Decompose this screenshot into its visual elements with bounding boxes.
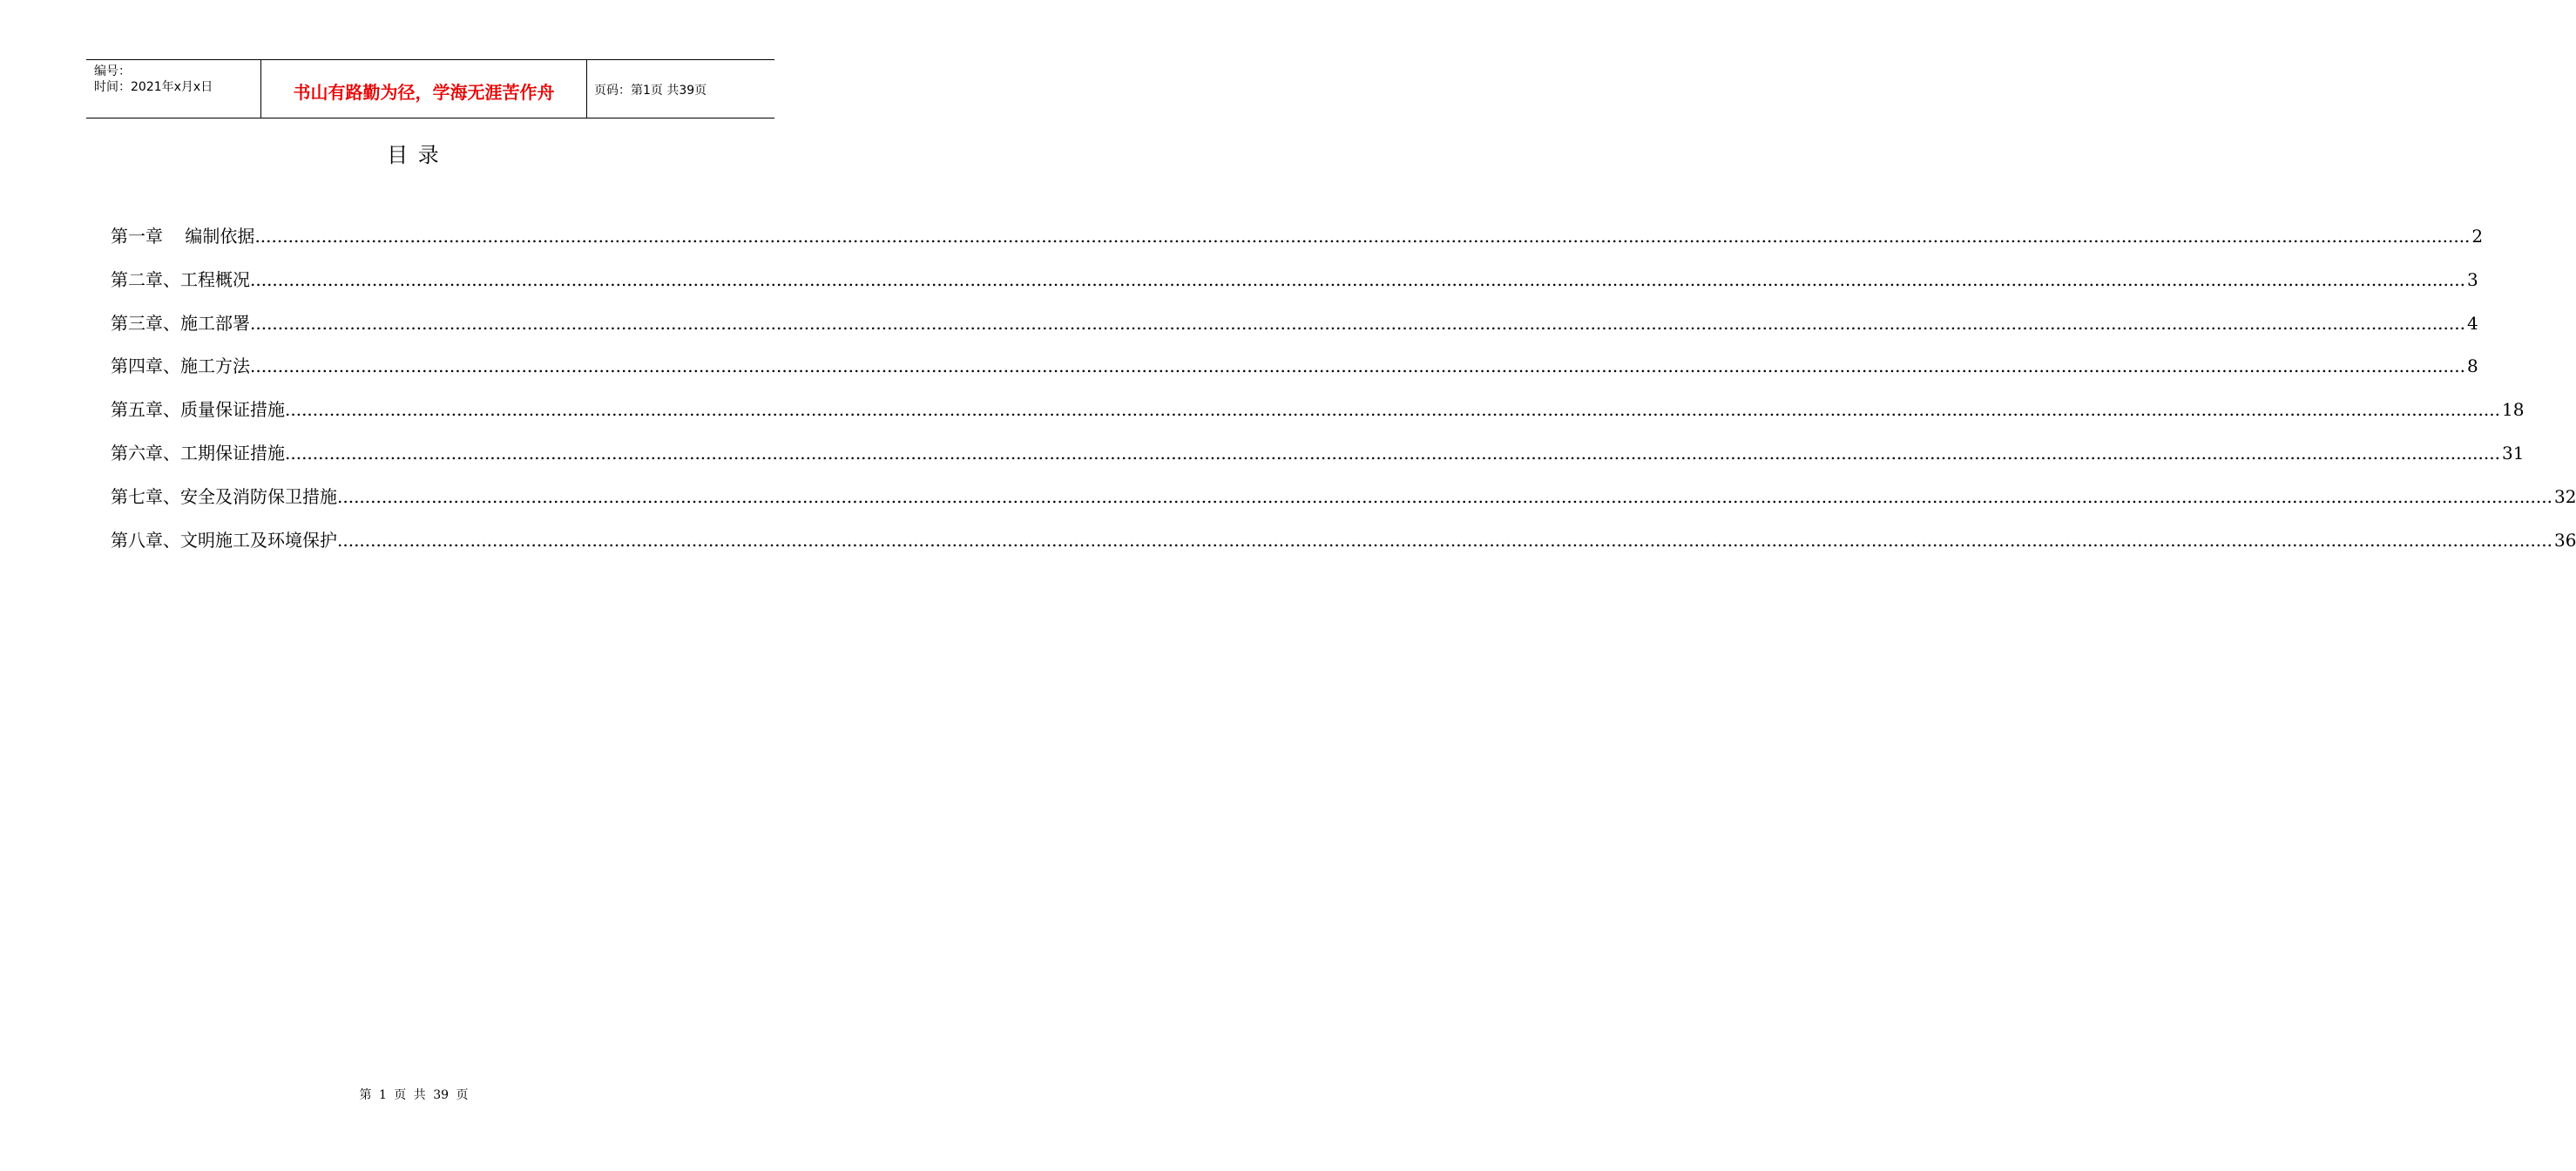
toc-entry-page: 18: [2501, 399, 2525, 421]
toc-leader-dots: ................................................................................................................................................................................................................................................................................................................................................................................................................: [250, 312, 2465, 334]
toc-entry-page: 8: [2466, 355, 2478, 377]
header-page-info-cell: [587, 60, 774, 118]
toc-leader-dots: ................................................................................................................................................................................................................................................................................................................................................................................................................: [250, 268, 2465, 290]
toc-leader-dots: ................................................................................................................................................................................................................................................................................................................................................................................................................: [250, 355, 2465, 377]
page-header: [86, 59, 774, 118]
toc-entry-label: 第一章 编制依据: [111, 226, 255, 247]
toc-entry-label: 第七章、安全及消防保卫措施: [111, 485, 337, 507]
toc-entry-page: 31: [2501, 442, 2525, 464]
header-motto-cell: [261, 60, 587, 118]
toc-entry-label: 第六章、工期保证措施: [111, 442, 285, 464]
toc-entry-page: 36: [2553, 529, 2576, 551]
toc-entry-label: 第八章、文明施工及环境保护: [111, 529, 337, 551]
toc-leader-dots: ................................................................................................................................................................................................................................................................................................................................................................................................................: [337, 529, 2552, 551]
toc-title: 目 录: [387, 143, 441, 167]
header-motto: 书山有路勤为径，学海无涯苦作舟: [293, 81, 555, 103]
toc-entry[interactable]: [111, 396, 2525, 440]
toc-entry-label: 第二章、工程概况: [111, 268, 250, 290]
toc-entry-label: 第四章、施工方法: [111, 355, 250, 377]
document-number-label: 编号：: [94, 64, 131, 78]
page-footer: 第 1 页 共 39 页: [359, 1088, 469, 1102]
toc-entry-page: 32: [2553, 485, 2576, 507]
toc-entry-page: 3: [2466, 268, 2478, 290]
toc-entry[interactable]: [111, 440, 2525, 484]
header-page-info: 页码：第1页 共39页: [594, 84, 707, 98]
toc-leader-dots: ................................................................................................................................................................................................................................................................................................................................................................................................................: [285, 442, 2500, 464]
toc-entry[interactable]: [111, 527, 2576, 571]
toc-entry[interactable]: [111, 484, 2576, 527]
toc-entry[interactable]: [111, 310, 2478, 354]
toc-entry-page: 2: [2471, 226, 2484, 247]
toc-entry[interactable]: [111, 353, 2478, 396]
table-of-contents: [111, 223, 2576, 570]
document-time-label: 时间：2021年x月x日: [94, 80, 213, 94]
toc-leader-dots: ................................................................................................................................................................................................................................................................................................................................................................................................................: [285, 399, 2500, 421]
toc-leader-dots: ................................................................................................................................................................................................................................................................................................................................................................................................................: [337, 485, 2552, 507]
toc-entry[interactable]: [111, 267, 2478, 310]
header-meta: [86, 60, 261, 118]
toc-entry-label: 第三章、施工部署: [111, 312, 250, 334]
toc-leader-dots: ................................................................................................................................................................................................................................................................................................................................................................................................................: [254, 226, 2471, 247]
toc-entry[interactable]: [111, 223, 2484, 267]
toc-entry-label: 第五章、质量保证措施: [111, 399, 285, 421]
toc-entry-page: 4: [2466, 312, 2478, 334]
